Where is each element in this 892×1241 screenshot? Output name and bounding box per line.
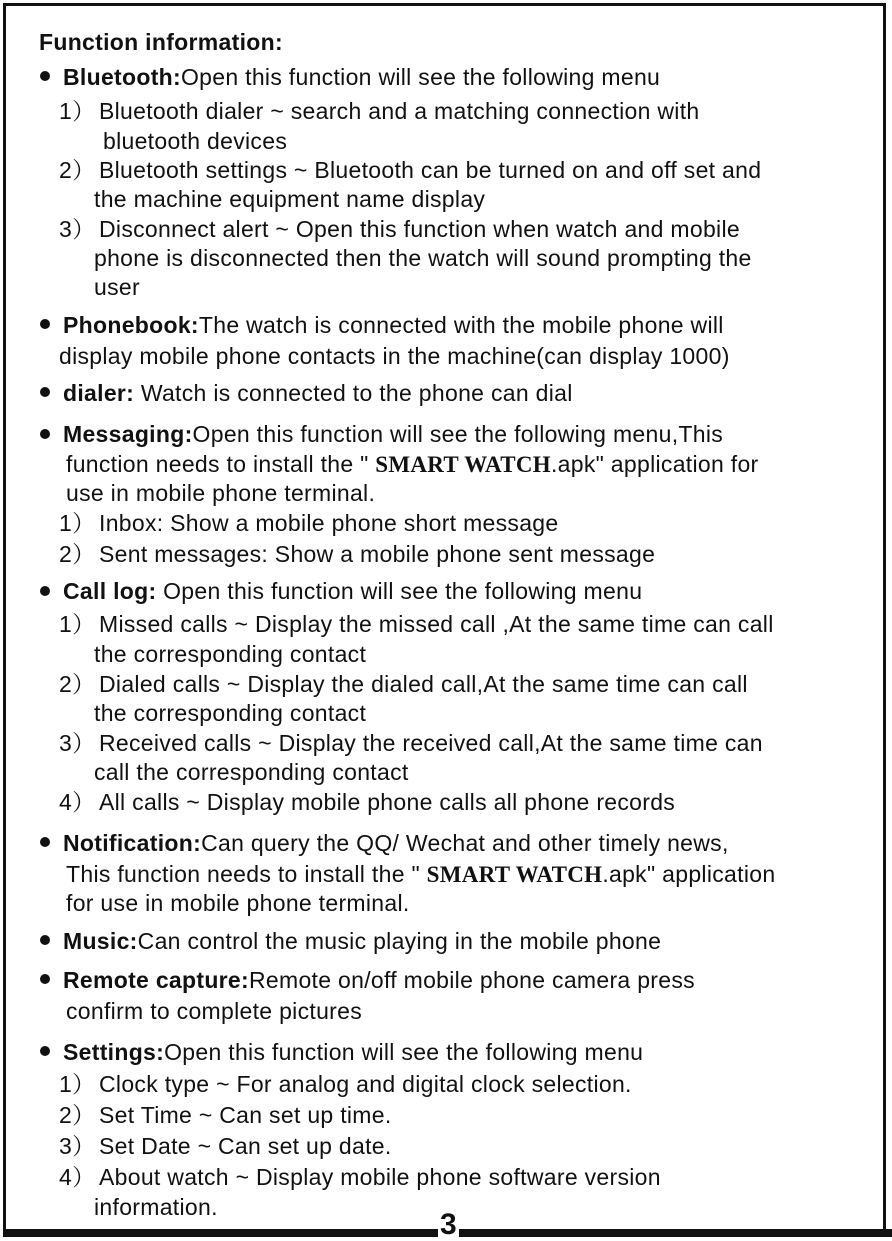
settings-item-num: 1）: [59, 1071, 96, 1097]
bullet-icon: [40, 71, 50, 81]
messaging-item-num: 1）: [59, 510, 96, 536]
messaging-entry: [63, 423, 723, 446]
notification-line: [66, 863, 775, 886]
settings-item: Clock type ~ For analog and digital clock selection.: [99, 1071, 632, 1097]
messaging-title: Messaging:: [63, 421, 193, 447]
call-log-item: Missed calls ~ Display the missed call ,At the same time can call: [99, 611, 774, 637]
music-title: Music:: [63, 928, 138, 954]
settings-desc: Open this function will see the following menu: [164, 1039, 644, 1065]
call-log-item: Received calls ~ Display the received call,At the same time can: [99, 730, 763, 756]
settings-item-num: 2）: [59, 1102, 96, 1128]
messaging-line: [66, 453, 759, 476]
settings-item: Set Time ~ Can set up time.: [99, 1102, 392, 1128]
bluetooth-item-num: 3）: [59, 216, 96, 242]
app-name: SMART WATCH: [375, 452, 551, 477]
notification-desc: Can query the QQ/ Wechat and other timely news,: [201, 830, 729, 856]
phonebook-desc: The watch is connected with the mobile phone will: [198, 312, 724, 338]
dialer-entry: [63, 382, 573, 405]
bluetooth-item-line: Disconnect alert ~ Open this function when watch and mobile: [99, 216, 740, 242]
remote-capture-title: Remote capture:: [63, 967, 249, 993]
bullet-icon: [40, 319, 50, 329]
call-log-item: All calls ~ Display mobile phone calls all phone records: [99, 789, 676, 815]
bluetooth-desc: Open this function will see the following menu: [180, 64, 661, 90]
page-number: 3: [440, 1208, 457, 1241]
messaging-desc: Open this function will see the following menu,This: [192, 421, 724, 447]
settings-item: About watch ~ Display mobile phone software version: [99, 1164, 661, 1190]
call-log-item-num: 2）: [59, 671, 96, 697]
notification-entry: [63, 832, 729, 855]
remote-capture-line: confirm to complete pictures: [66, 998, 363, 1024]
messaging-line: use in mobile phone terminal.: [66, 480, 376, 506]
bluetooth-item-line: phone is disconnected then the watch will sound prompting the: [94, 245, 752, 271]
bullet-icon: [40, 586, 50, 596]
notification-line-pre: This function needs to install the ": [66, 861, 427, 887]
bluetooth-item-line: user: [94, 274, 140, 300]
bullet-icon: [40, 387, 50, 397]
call-log-entry: [63, 580, 642, 603]
call-log-item-num: 4）: [59, 789, 96, 815]
bullet-icon: [40, 935, 50, 945]
bluetooth-item-line: bluetooth devices: [103, 128, 288, 154]
dialer-desc: Watch is connected to the phone can dial: [134, 380, 573, 406]
settings-item: information.: [94, 1194, 218, 1220]
settings-item-num: 3）: [59, 1133, 96, 1159]
bluetooth-item-num: 1）: [59, 98, 96, 124]
call-log-item-num: 1）: [59, 611, 96, 637]
call-log-desc: Open this function will see the following menu: [156, 578, 643, 604]
call-log-item: Dialed calls ~ Display the dialed call,At the same time can call: [99, 671, 748, 697]
remote-capture-entry: [63, 969, 695, 992]
bullet-icon: [40, 837, 50, 847]
bluetooth-entry: [63, 66, 660, 89]
phonebook-line: display mobile phone contacts in the machine(can display 1000): [59, 343, 730, 369]
app-name: SMART WATCH: [426, 862, 603, 887]
notification-line-post: .apk" application: [602, 861, 776, 887]
phonebook-title: Phonebook:: [63, 312, 199, 338]
call-log-item: the corresponding contact: [94, 641, 367, 667]
messaging-line-post: .apk" application for: [550, 451, 759, 477]
section-heading: Function information:: [39, 29, 283, 55]
settings-title: Settings:: [63, 1039, 165, 1065]
call-log-item: call the corresponding contact: [94, 759, 409, 785]
music-entry: [63, 930, 661, 953]
messaging-item: Inbox: Show a mobile phone short message: [99, 510, 559, 536]
call-log-item-num: 3）: [59, 730, 96, 756]
messaging-item: Sent messages: Show a mobile phone sent message: [99, 541, 656, 567]
messaging-line-pre: function needs to install the ": [66, 451, 376, 477]
bluetooth-item-num: 2）: [59, 157, 96, 183]
bluetooth-title: Bluetooth:: [63, 64, 181, 90]
settings-item: Set Date ~ Can set up date.: [99, 1133, 392, 1159]
bluetooth-item-line: Bluetooth settings ~ Bluetooth can be turned on and off set and: [99, 157, 762, 183]
music-desc: Can control the music playing in the mobile phone: [137, 928, 662, 954]
bullet-icon: [40, 429, 50, 439]
settings-entry: [63, 1041, 643, 1064]
messaging-item-num: 2）: [59, 541, 96, 567]
notification-line: for use in mobile phone terminal.: [66, 890, 410, 916]
bluetooth-item-line: the machine equipment name display: [94, 186, 486, 212]
bluetooth-item-line: Bluetooth dialer ~ search and a matching connection with: [99, 98, 700, 124]
bullet-icon: [40, 1046, 50, 1056]
settings-item-num: 4）: [59, 1164, 96, 1190]
remote-capture-desc: Remote on/off mobile phone camera press: [248, 967, 695, 993]
call-log-title: Call log:: [63, 578, 157, 604]
phonebook-entry: [63, 314, 724, 337]
call-log-item: the corresponding contact: [94, 700, 367, 726]
notification-title: Notification:: [63, 830, 202, 856]
dialer-title: dialer:: [63, 380, 135, 406]
bullet-icon: [40, 974, 50, 984]
